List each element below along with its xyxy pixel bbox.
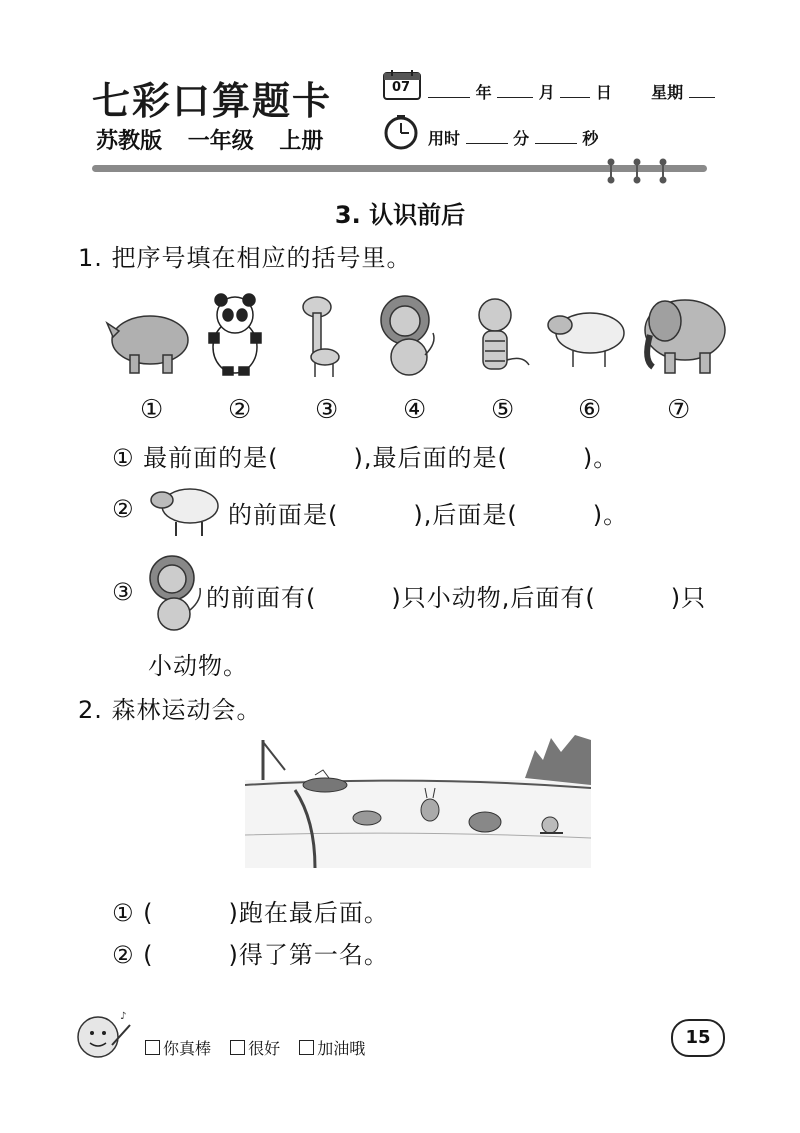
- minutes-label: 分: [513, 129, 530, 148]
- giraffe-icon: [303, 297, 339, 377]
- date-line: [428, 80, 715, 103]
- animal-number: ①: [140, 395, 164, 425]
- item-number: ①: [112, 899, 135, 927]
- elephant-icon: [645, 300, 725, 373]
- lion-small-icon: [144, 552, 206, 636]
- animal-number: ⑦: [667, 395, 691, 425]
- seconds-label: 秒: [582, 129, 599, 148]
- animal-number: ②: [228, 395, 252, 425]
- grade: 一年级: [187, 129, 254, 154]
- q1-prompt: 1. 把序号填在相应的括号里。: [78, 244, 412, 272]
- item-text: 最前面的是( ),最后面的是( )。: [143, 444, 619, 472]
- date-weekday-label: 星期: [651, 83, 684, 102]
- q2-item-1: [112, 893, 389, 928]
- q1-item-1: [112, 438, 618, 473]
- item-number: ②: [112, 941, 135, 969]
- option-great[interactable]: 你真棒: [145, 1039, 211, 1058]
- tiger-icon: [479, 299, 529, 369]
- date-day-label: 日: [595, 83, 612, 102]
- option-good[interactable]: 很好: [230, 1039, 280, 1058]
- option-keep-going[interactable]: 加油哦: [299, 1039, 365, 1058]
- item-number: ①: [112, 444, 135, 472]
- edition: 苏教版: [96, 129, 163, 154]
- q2-prompt: 2. 森林运动会。: [78, 696, 262, 724]
- q1-item-3-text: 的前面有( )只小动物,后面有( )只: [206, 584, 707, 612]
- time-used-label: 用时: [428, 129, 461, 148]
- animal-number: ⑥: [578, 395, 602, 425]
- sheep-icon: [548, 313, 624, 367]
- calendar-icon: [383, 70, 421, 100]
- edition-line: [96, 124, 341, 155]
- q1-item-2-text: 的前面是( ),后面是( )。: [228, 501, 629, 529]
- self-evaluation: [145, 1036, 379, 1059]
- animal-row: [105, 285, 735, 389]
- fox-icon: [353, 811, 381, 825]
- time-line: [428, 126, 598, 149]
- lion-icon: [381, 296, 434, 375]
- page-number: 15: [671, 1019, 725, 1057]
- date-month-label: 月: [538, 83, 555, 102]
- date-year-label: 年: [475, 83, 492, 102]
- mascot-icon: [72, 1005, 138, 1071]
- divider-pins: [603, 158, 673, 188]
- brand-title: 七彩口算题卡: [92, 78, 333, 123]
- animal-number: ④: [403, 395, 427, 425]
- q1-item-2: [112, 495, 135, 523]
- animal-number: ③: [315, 395, 339, 425]
- sheep-small-icon: [146, 478, 222, 542]
- deer-icon: [303, 770, 347, 792]
- item-text: ( )得了第一名。: [143, 941, 389, 969]
- calendar-day: 07: [392, 80, 411, 95]
- item-number: ②: [112, 495, 135, 523]
- rhino-icon: [107, 316, 188, 373]
- q2-item-2: [112, 935, 389, 970]
- clock-icon: [383, 114, 419, 154]
- q1-item-3: [112, 578, 135, 606]
- item-text: ( )跑在最后面。: [143, 899, 389, 927]
- animal-number: ⑤: [491, 395, 515, 425]
- volume: 上册: [279, 129, 324, 154]
- forest-race-illustration: [245, 730, 591, 874]
- turtle-icon: [469, 812, 501, 832]
- q1-item-3-continued: 小动物。: [148, 652, 248, 680]
- svg-text:♪: ♪: [120, 1011, 127, 1022]
- panda-icon: [209, 294, 261, 375]
- section-title: 3. 认识前后: [334, 201, 466, 229]
- item-number: ③: [112, 578, 135, 606]
